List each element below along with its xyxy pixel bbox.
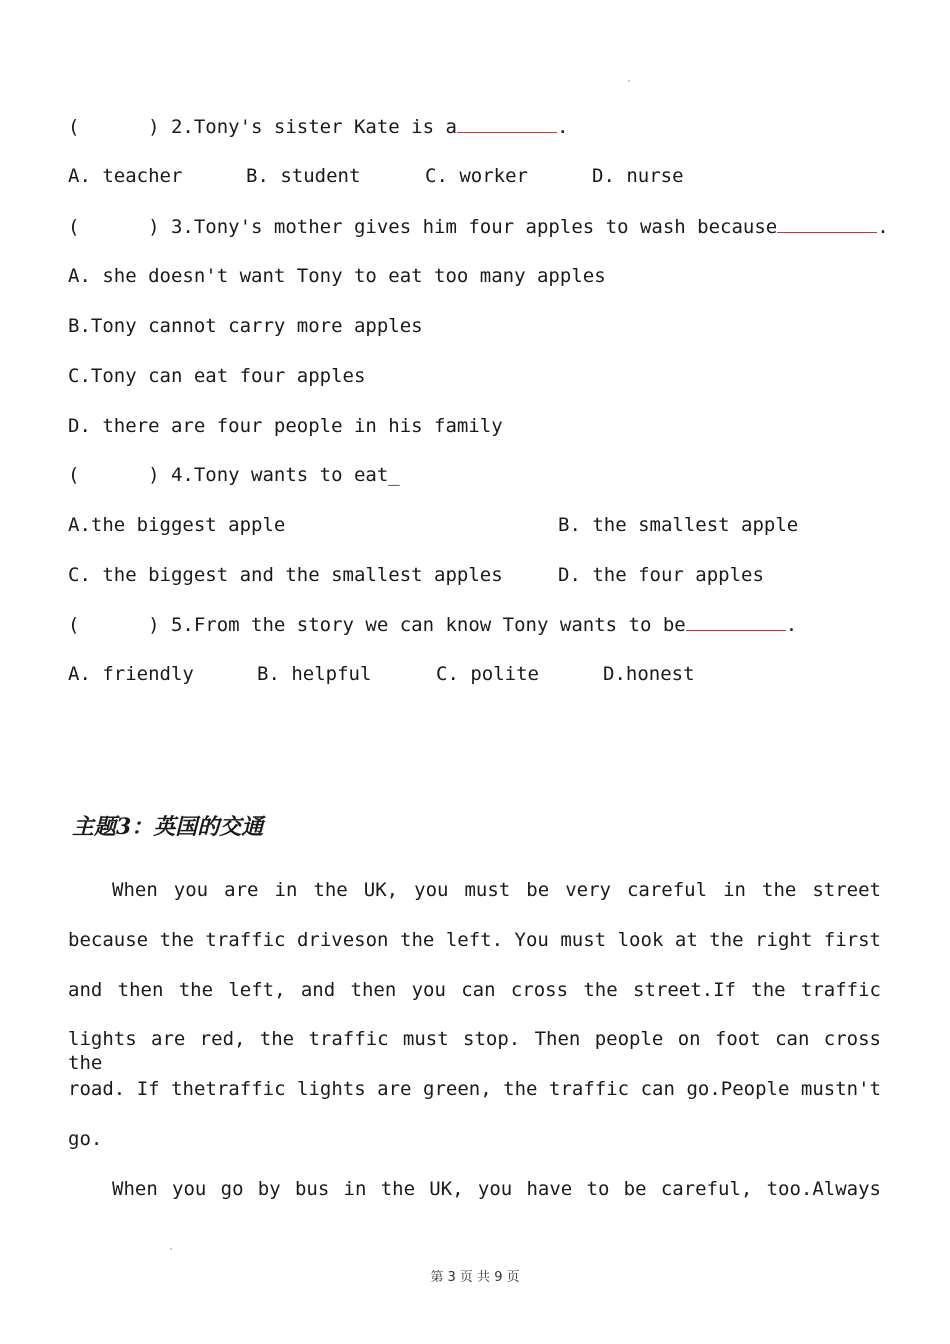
passage-line: lights are red, the traffic must stop. Then people on foot can cross the [68,1028,881,1074]
answer-blank[interactable] [686,612,786,631]
option-d[interactable]: D. the four apples [558,564,764,586]
section-heading: 主题3：英国的交通 [72,814,264,840]
question-text: ( ) 2.Tony's sister Kate is a [68,116,457,138]
passage-line: When you are in the UK, you must be very careful in the street [112,879,881,901]
question-text: ( ) 5.From the story we can know Tony wants to be [68,614,686,636]
option-a[interactable]: A. teacher [68,165,183,187]
question-5 [68,612,797,637]
option-b[interactable]: B. student [246,165,361,187]
page-footer: 第 3 页 共 9 页 [430,1270,520,1285]
question-3 [68,214,889,239]
speck [170,1248,172,1250]
speck [628,80,630,82]
passage-line: road. If thetraffic lights are green, the traffic can go.People mustn't [68,1078,881,1100]
option-c[interactable]: C. worker [425,165,528,187]
option-b[interactable]: B. the smallest apple [558,514,799,536]
question-2 [68,114,568,139]
option-c[interactable]: C. polite [436,663,539,685]
question-suffix: . [785,614,798,636]
answer-blank[interactable] [457,114,557,133]
option-d[interactable]: D.honest [603,663,695,685]
option-b[interactable]: B.Tony cannot carry more apples [68,315,423,337]
option-a[interactable]: A. she doesn't want Tony to eat too many apples [68,265,606,287]
option-d[interactable]: D. there are four people in his family [68,415,503,437]
passage-line: go. [68,1128,103,1150]
option-a[interactable]: A.the biggest apple [68,514,286,536]
option-d[interactable]: D. nurse [592,165,684,187]
option-b[interactable]: B. helpful [257,663,372,685]
question-text: ( ) 3.Tony's mother gives him four apples to wash because [68,216,778,238]
question-text: ( ) 4.Tony wants to eat_ [68,464,400,486]
passage-line: because the traffic driveson the left. You must look at the right first [68,929,881,951]
question-suffix: . [877,216,889,238]
passage-line: and then the left, and then you can cross the street.If the traffic [68,979,881,1001]
option-c[interactable]: C.Tony can eat four apples [68,365,366,387]
question-suffix: . [556,116,569,138]
option-a[interactable]: A. friendly [68,663,194,685]
question-4 [68,463,400,487]
option-c[interactable]: C. the biggest and the smallest apples [68,564,503,586]
passage-line: When you go by bus in the UK, you have to be careful, too.Always [112,1178,881,1200]
answer-blank[interactable] [777,214,877,233]
